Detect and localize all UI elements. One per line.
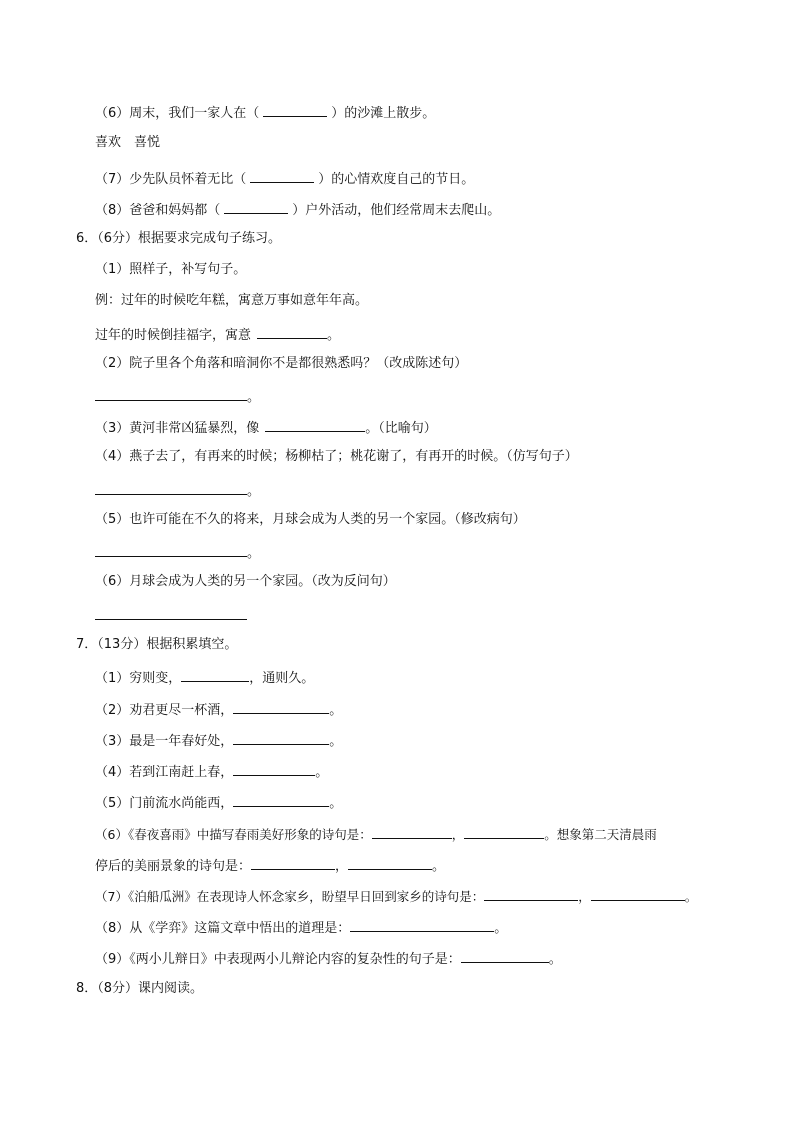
q7-item3: （3）最是一年春好处， 。 bbox=[95, 730, 342, 748]
answer-line[interactable] bbox=[95, 480, 247, 495]
answer-blank[interactable] bbox=[348, 855, 432, 870]
q6-item1: （1）照样子，补写句子。 bbox=[95, 262, 247, 277]
answer-line[interactable] bbox=[95, 386, 247, 401]
q6-item3: （3）黄河非常凶猛暴烈，像 。（比喻句） bbox=[95, 417, 437, 435]
answer-blank[interactable] bbox=[250, 168, 314, 183]
q6-item4: （4）燕子去了，有再来的时候；杨柳枯了；桃花谢了，有再开的时候。（仿写句子） bbox=[95, 449, 578, 464]
answer-blank[interactable] bbox=[484, 886, 578, 901]
q7-item9: （9）《两小儿辩日》中表现两小儿辩论内容的复杂性的句子是： 。 bbox=[95, 948, 562, 966]
answer-blank[interactable] bbox=[591, 886, 685, 901]
answer-blank[interactable] bbox=[233, 761, 315, 776]
q7-item6: （6）《春夜喜雨》中描写春雨美好形象的诗句是： ， 。想象第二天清晨雨 bbox=[95, 824, 657, 842]
q7-item8: （8）从《学弈》这篇文章中悟出的道理是： 。 bbox=[95, 917, 507, 935]
question-6-header: 6．（6分）根据要求完成句子练习。 bbox=[76, 231, 282, 246]
q6-example: 例：过年的时候吃年糕，寓意万事如意年年高。 bbox=[95, 293, 369, 308]
question-8-header: 8．（8分）课内阅读。 bbox=[76, 981, 204, 996]
answer-blank[interactable] bbox=[233, 699, 329, 714]
q7-item6-continued: 停后的美丽景象的诗句是： ， 。 bbox=[95, 855, 445, 873]
q5-item8: （8）爸爸和妈妈都（ ）户外活动，他们经常周末去爬山。 bbox=[95, 199, 500, 217]
word-choice-pair: 喜欢 喜悦 bbox=[95, 135, 161, 150]
answer-blank[interactable] bbox=[372, 824, 452, 839]
q7-item4: （4）若到江南赶上春， 。 bbox=[95, 761, 328, 779]
q7-item5: （5）门前流水尚能西， 。 bbox=[95, 792, 342, 810]
q7-item1: （1）穷则变， ，通则久。 bbox=[95, 667, 314, 685]
answer-blank[interactable] bbox=[461, 948, 549, 963]
q7-item7: （7）《泊船瓜洲》在表现诗人怀念家乡，盼望早日回到家乡的诗句是： ， 。 bbox=[95, 886, 697, 904]
q6-item4-answer: 。 bbox=[95, 480, 260, 498]
q6-item6: （6）月球会成为人类的另一个家园。（改为反问句） bbox=[95, 574, 396, 589]
answer-blank[interactable] bbox=[263, 102, 327, 117]
q6-fill-line: 过年的时候倒挂福字，寓意 。 bbox=[95, 324, 340, 342]
q6-item6-answer bbox=[95, 605, 247, 623]
answer-blank[interactable] bbox=[350, 917, 494, 932]
q6-item2-answer: 。 bbox=[95, 386, 260, 404]
q6-item2: （2）院子里各个角落和暗洞你不是都很熟悉吗？（改成陈述句） bbox=[95, 356, 468, 371]
answer-line[interactable] bbox=[95, 542, 247, 557]
answer-blank[interactable] bbox=[265, 417, 365, 432]
item-number: （6） bbox=[95, 106, 130, 121]
q7-item2: （2）劝君更尽一杯酒， 。 bbox=[95, 699, 342, 717]
answer-blank[interactable] bbox=[224, 199, 288, 214]
answer-blank[interactable] bbox=[233, 792, 329, 807]
answer-blank[interactable] bbox=[251, 855, 335, 870]
q6-item5: （5）也许可能在不久的将来，月球会成为人类的另一个家园。（修改病句） bbox=[95, 512, 526, 527]
answer-blank[interactable] bbox=[233, 730, 329, 745]
question-7-header: 7．（13分）根据积累填空。 bbox=[76, 637, 238, 652]
q6-item5-answer: 。 bbox=[95, 542, 260, 560]
answer-blank[interactable] bbox=[181, 667, 249, 682]
q5-item6: （6）周末，我们一家人在（ ）的沙滩上散步。 bbox=[95, 102, 435, 120]
answer-line[interactable] bbox=[95, 605, 247, 620]
answer-blank[interactable] bbox=[464, 824, 544, 839]
answer-blank[interactable] bbox=[257, 324, 327, 339]
q5-item7: （7）少先队员怀着无比（ ）的心情欢度自己的节日。 bbox=[95, 168, 474, 186]
